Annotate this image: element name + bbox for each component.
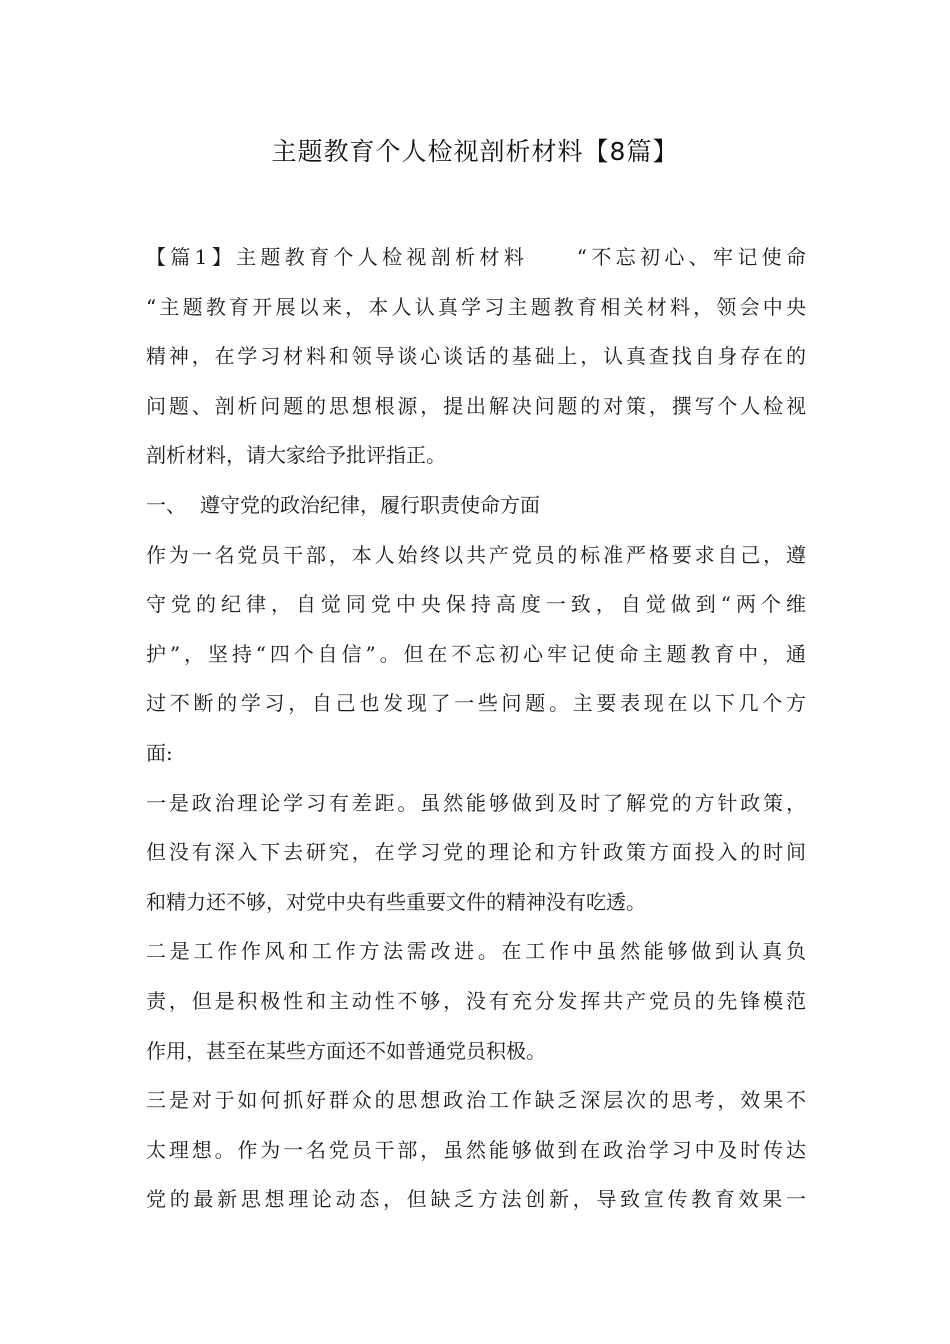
section-heading-text: 遵守党的政治纪律，履行职责使命方面 (200, 492, 540, 517)
text-line: 作用，甚至在某些方面还不如普通党员积极。 (146, 1038, 546, 1063)
text-line: 和精力还不够，对党中央有些重要文件的精神没有吃透。 (146, 889, 646, 914)
text-line: 精神，在学习材料和领导谈心谈话的基础上，认真查找自身存在的 (146, 344, 806, 369)
text-line: 作为一名党员干部，本人始终以共产党员的标准严格要求自己，遵 (146, 542, 806, 567)
text-line: 责，但是积极性和主动性不够，没有充分发挥共产党员的先锋模范 (146, 988, 806, 1013)
text-line: “主题教育开展以来，本人认真学习主题教育相关材料，领会中央 (146, 294, 806, 319)
text-line: 一是政治理论学习有差距。虽然能够做到及时了解党的方针政策， (146, 790, 806, 815)
document-body (146, 233, 806, 1225)
text-line: 面: (146, 740, 173, 765)
text-line: 剖析材料，请大家给予批评指正。 (146, 443, 446, 468)
text-line: 守党的纪律，自觉同党中央保持高度一致，自觉做到“两个维 (146, 592, 806, 617)
text-line: 二是工作作风和工作方法需改进。在工作中虽然能够做到认真负 (146, 939, 806, 964)
section-number: 一、 (146, 492, 186, 517)
text-line: 但没有深入下去研究，在学习党的理论和方针政策方面投入的时间 (146, 840, 806, 865)
text-line: 党的最新思想理论动态，但缺乏方法创新，导致宣传教育效果一 (146, 1187, 806, 1212)
text-line: 三是对于如何抓好群众的思想政治工作缺乏深层次的思考，效果不 (146, 1088, 806, 1113)
text-line: 问题、剖析问题的思想根源，提出解决问题的对策，撰写个人检视 (146, 393, 806, 418)
text-line: 过不断的学习，自己也发现了一些问题。主要表现在以下几个方 (146, 691, 806, 716)
text-line: 【篇1】主题教育个人检视剖析材料 “不忘初心、牢记使命 (146, 245, 806, 269)
text-line: 太理想。作为一名党员干部，虽然能够做到在政治学习中及时传达 (146, 1137, 806, 1162)
document-title: 主题教育个人检视剖析材料【8篇】 (271, 137, 679, 166)
text-line: 护”，坚持“四个自信”。但在不忘初心牢记使命主题教育中，通 (146, 641, 806, 666)
section-heading (146, 481, 806, 531)
